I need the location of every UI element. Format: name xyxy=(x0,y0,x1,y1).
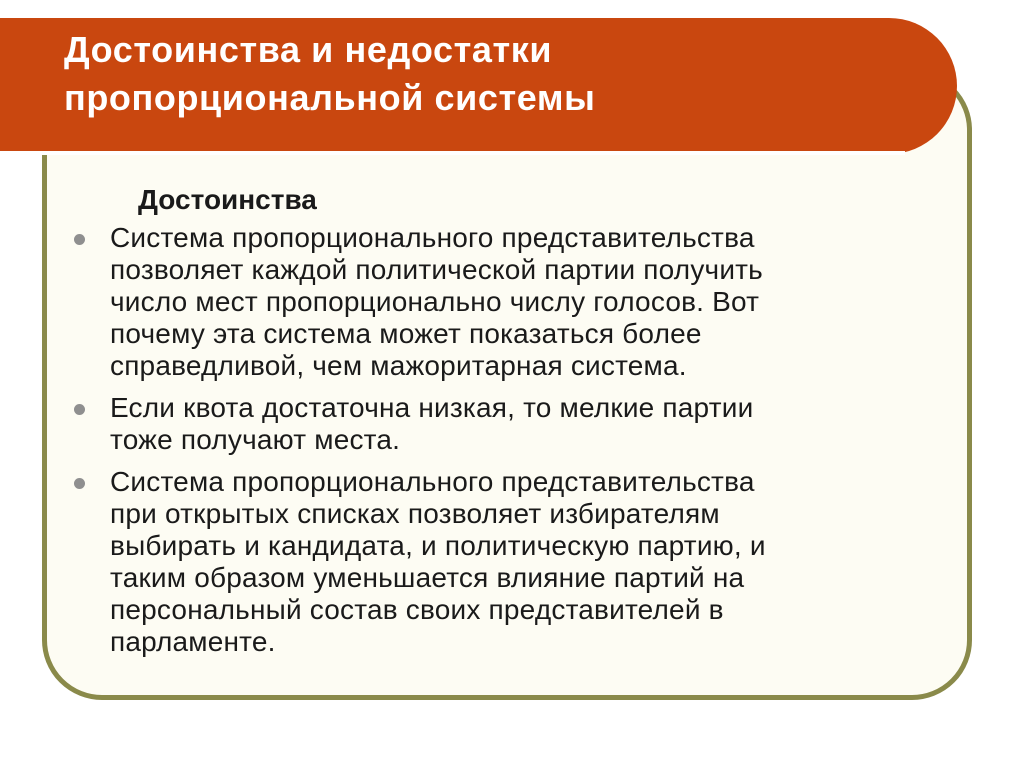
bullet-dot-icon xyxy=(74,478,85,489)
bullet-list xyxy=(70,222,920,668)
bullet-text: Система пропорционального представительства при открытых списках позволяет избирателям выбирать и кандидата, и политическую партию, и таким образом уменьшается влияние партий на персональный состав своих представителей в парламенте. xyxy=(110,466,766,657)
bullet-dot-icon xyxy=(74,234,85,245)
bullet-item xyxy=(70,466,920,658)
bullet-item xyxy=(70,222,920,382)
bullet-dot-icon xyxy=(74,404,85,415)
bullet-item xyxy=(70,392,920,456)
slide-title xyxy=(64,26,924,122)
slide-title-line-1: Достоинства и недостатки xyxy=(64,29,553,70)
title-underline xyxy=(0,151,905,155)
bullet-text: Если квота достаточна низкая, то мелкие партии тоже получают места. xyxy=(110,392,754,455)
bullet-text: Система пропорционального представительства позволяет каждой политической партии получить число мест пропорционально числу голосов. Вот почему эта система может показаться более справедливой, чем мажоритарная система. xyxy=(110,222,763,381)
section-heading: Достоинства xyxy=(138,184,317,215)
slide-title-line-2: пропорциональной системы xyxy=(64,77,596,118)
